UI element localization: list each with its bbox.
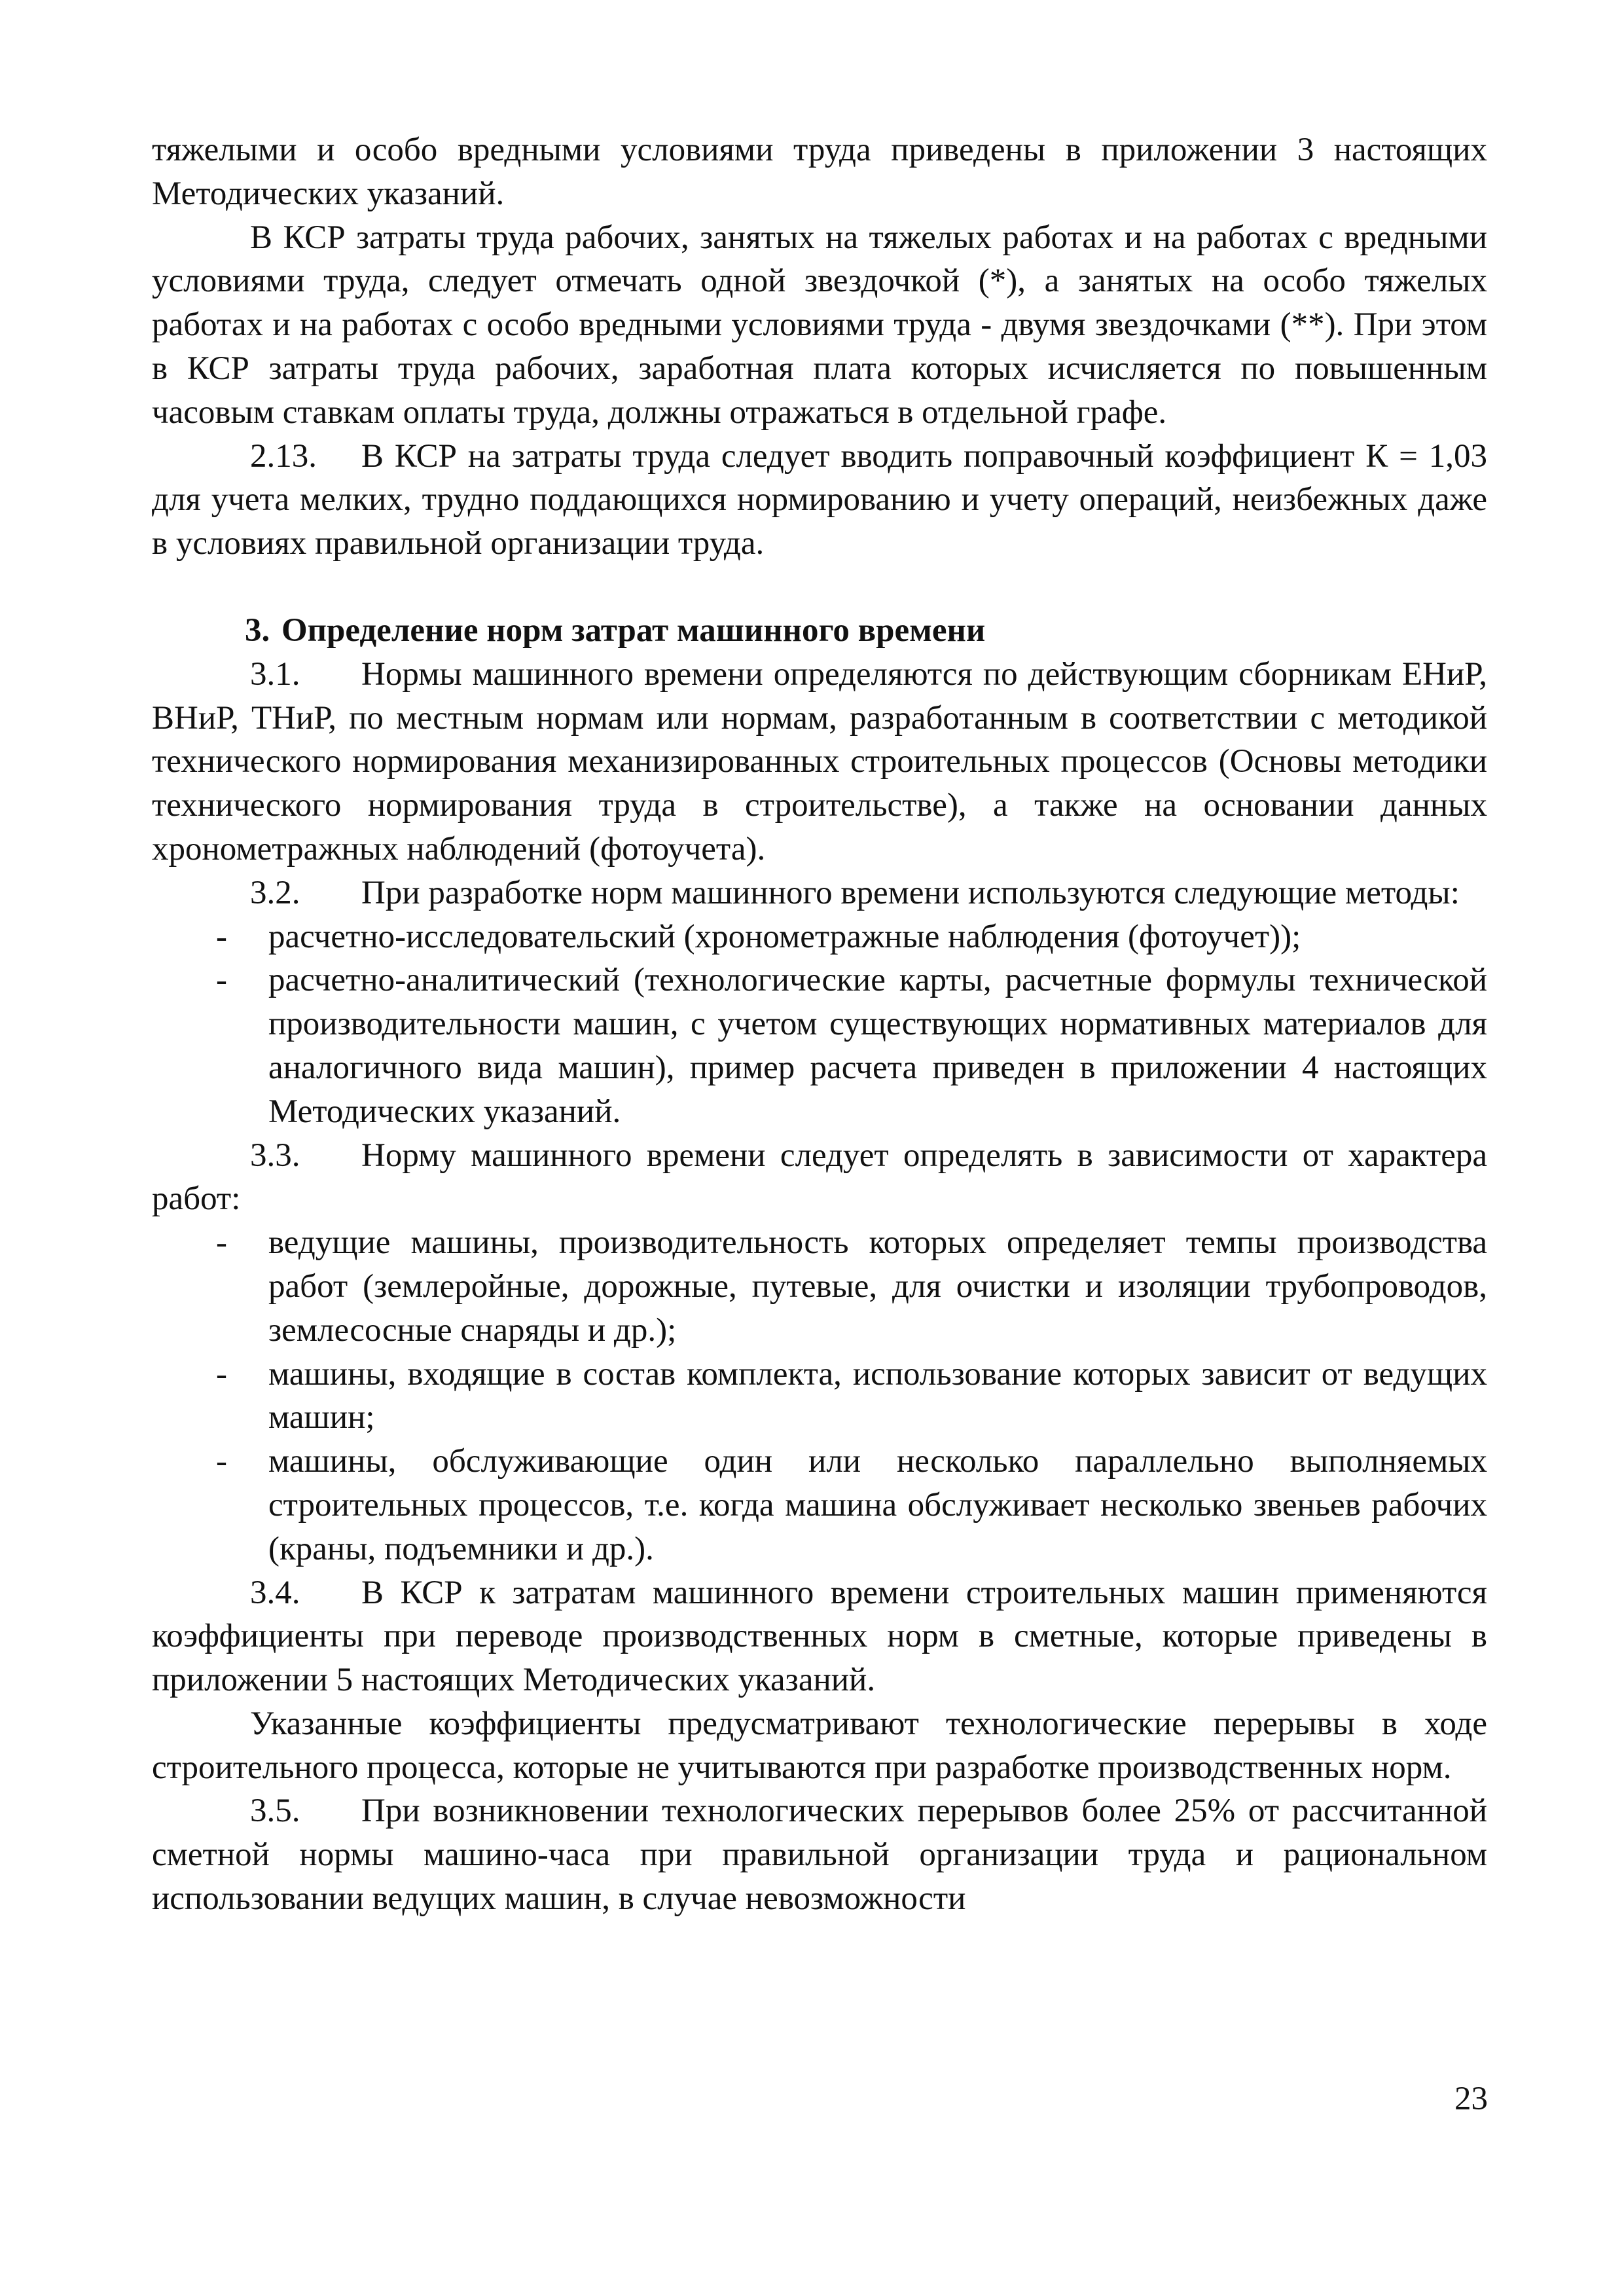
clause-3-1 xyxy=(152,653,1487,871)
clause-text: При разработке норм машинного времени используются следующие методы: xyxy=(361,874,1460,911)
methods-list xyxy=(152,915,1487,1134)
section-number: 3. xyxy=(245,611,270,649)
list-item-text: расчетно-исследовательский (хронометражные наблюдения (фотоучет)); xyxy=(268,918,1301,955)
section-3-heading xyxy=(152,609,1487,653)
dash-bullet: - xyxy=(216,1355,227,1393)
list-item-text: ведущие машины, производительность которых определяет темпы производства работ (землеройные, дорожные, путевые, для очистки и изоляции трубопроводов, землесосные снаряды и др.); xyxy=(268,1224,1487,1349)
clause-number: 2.13. xyxy=(250,437,317,475)
dash-bullet: - xyxy=(216,918,227,955)
clause-3-4 xyxy=(152,1571,1487,1702)
document-page xyxy=(152,128,1487,1921)
clause-number: 3.3. xyxy=(250,1137,300,1174)
clause-3-3 xyxy=(152,1134,1487,1222)
clause-text: Нормы машинного времени определяются по действующим сборникам ЕНиР, ВНиР, ТНиР, по местным нормам или нормам, разработанным в соответствии с методикой технического нормирования механизированных строительных процессов (Основы методики технического нормирования труда в строительстве), а также на основании данных хронометражных наблюдений (фотоучета). xyxy=(152,655,1487,867)
clause-text: В КСР к затратам машинного времени строительных машин применяются коэффициенты при переводе производственных норм в сметные, которые приведены в приложении 5 настоящих Методических указаний. xyxy=(152,1574,1487,1699)
list-item xyxy=(152,958,1487,1133)
clause-text: В КСР на затраты труда следует вводить поправочный коэффициент К = 1,03 для учета мелких, трудно поддающихся нормированию и учету операций, неизбежных даже в условиях правильной организации труда. xyxy=(152,437,1487,562)
clause-text: При возникновении технологических перерывов более 25% от рассчитанной сметной нормы машино-часа при правильной организации труда и рациональном использовании ведущих машин, в случае невозможности xyxy=(152,1793,1487,1918)
list-item xyxy=(152,915,1487,959)
clause-3-2 xyxy=(152,871,1487,915)
clause-3-5 xyxy=(152,1789,1487,1920)
clause-2-13 xyxy=(152,435,1487,566)
section-title: Определение норм затрат машинного времени xyxy=(281,611,986,649)
work-types-list xyxy=(152,1221,1487,1571)
list-item xyxy=(152,1221,1487,1352)
paragraph-ksr-marking: В КСР затраты труда рабочих, занятых на тяжелых работах и на работах с вредными условиями труда, следует отмечать одной звездочкой (*), а занятых на особо тяжелых работах и на работах с особо вредными условиями труда - двумя звездочками (**). При этом в КСР затраты труда рабочих, заработная плата которых исчисляется по повышенным часовым ставкам оплаты труда, должны отражаться в отдельной графе. xyxy=(152,219,1487,431)
list-item-text: расчетно-аналитический (технологические карты, расчетные формулы технической производительности машин, с учетом существующих нормативных материалов для аналогичного вида машин), пример расчета приведен в приложении 4 настоящих Методических указаний. xyxy=(268,962,1487,1130)
clause-number: 3.4. xyxy=(250,1574,300,1611)
list-item-text: машины, обслуживающие один или несколько параллельно выполняемых строительных процессов, т.е. когда машина обслуживает несколько звеньев рабочих (краны, подъемники и др.). xyxy=(268,1443,1487,1567)
list-item xyxy=(152,1353,1487,1440)
dash-bullet: - xyxy=(216,962,227,999)
paragraph-coefficients: Указанные коэффициенты предусматривают технологические перерывы в ходе строительного процесса, которые не учитываются при разработке производственных норм. xyxy=(152,1705,1487,1786)
list-item-text: машины, входящие в состав комплекта, использование которых зависит от ведущих машин; xyxy=(268,1355,1487,1436)
clause-number: 3.1. xyxy=(250,655,300,693)
page-number: 23 xyxy=(1454,2081,1488,2117)
paragraph-continuation: тяжелыми и особо вредными условиями труда приведены в приложении 3 настоящих Методических указаний. xyxy=(152,132,1487,212)
dash-bullet: - xyxy=(216,1443,227,1480)
clause-number: 3.5. xyxy=(250,1793,300,1830)
list-item xyxy=(152,1440,1487,1571)
clause-text: Норму машинного времени следует определять в зависимости от характера работ: xyxy=(152,1137,1487,1218)
clause-number: 3.2. xyxy=(250,874,300,911)
dash-bullet: - xyxy=(216,1224,227,1262)
